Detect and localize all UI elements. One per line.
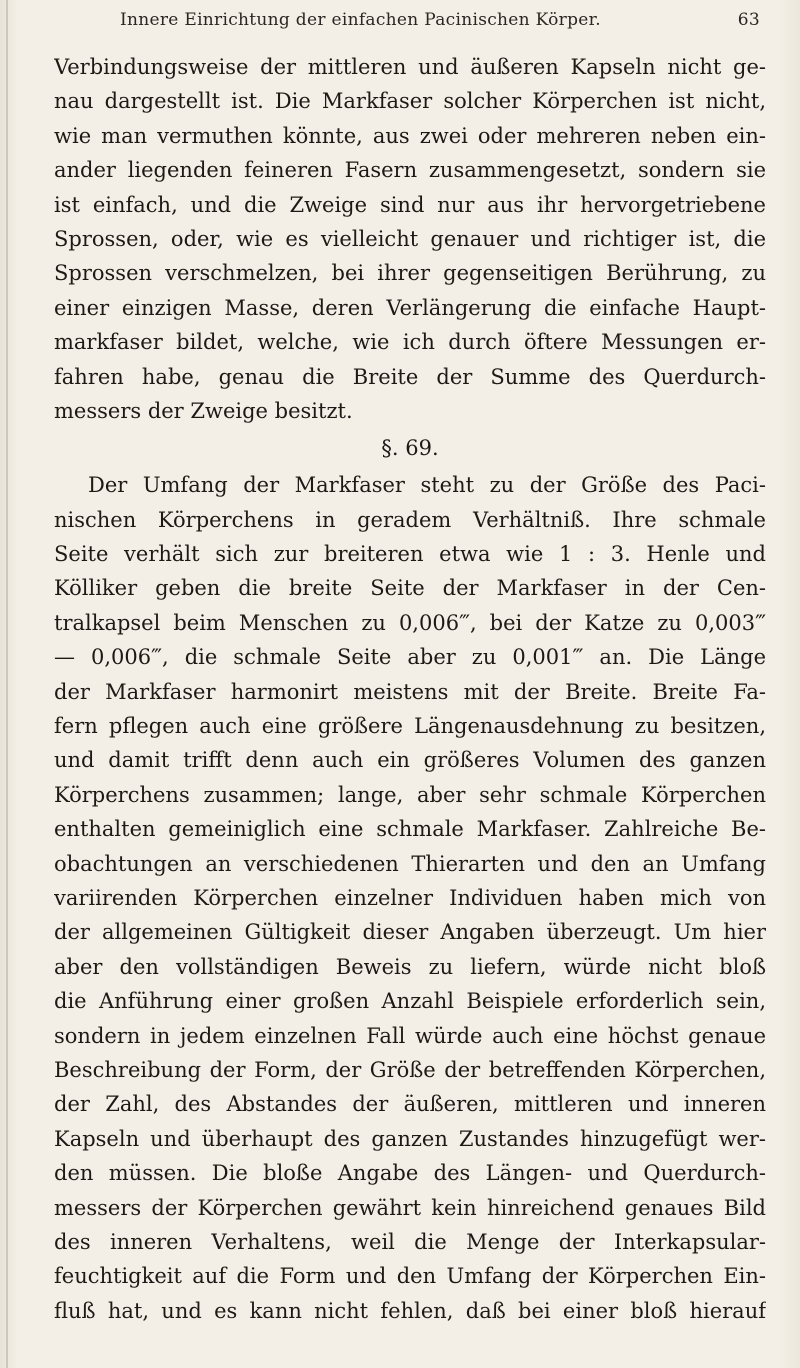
paragraph-2 — [54, 468, 766, 1328]
text-line: Sprossen verschmelzen, bei ihrer gegenseitigen Berührung, zu — [54, 261, 766, 286]
text-line: der Zahl, des Abstandes der äußeren, mittleren und inneren — [54, 1092, 766, 1117]
body-text — [54, 50, 766, 1328]
text-line: des inneren Verhaltens, weil die Menge der Interkapsular- — [54, 1229, 766, 1254]
paragraph-1 — [54, 50, 766, 428]
text-line: sondern in jedem einzelnen Fall würde auch eine höchst genaue — [54, 1023, 766, 1048]
text-line: — 0,006‴, die schmale Seite aber zu 0,001‴ an. Die Länge — [54, 645, 766, 670]
text-line: die Anführung einer großen Anzahl Beispiele erforderlich sein, — [54, 989, 766, 1014]
text-line: Seite verhält sich zur breiteren etwa wie 1 : 3. Henle und — [54, 542, 766, 567]
text-line: enthalten gemeiniglich eine schmale Markfaser. Zahlreiche Be- — [54, 817, 766, 842]
section-heading: §. 69. — [381, 436, 439, 461]
text-line: Beschreibung der Form, der Größe der betreffenden Körperchen, — [54, 1057, 766, 1082]
text-line: obachtungen an verschiedenen Thierarten und den an Umfang — [54, 851, 766, 876]
text-line: wie man vermuthen könnte, aus zwei oder mehreren neben ein- — [54, 123, 766, 148]
page-gutter-edge — [6, 0, 8, 1368]
text-line: Kölliker geben die breite Seite der Markfaser in der Cen- — [54, 576, 766, 601]
text-line: fern pflegen auch eine größere Längenausdehnung zu besitzen, — [54, 714, 766, 739]
running-header-title: Innere Einrichtung der einfachen Pacinischen Körper. — [120, 10, 601, 30]
text-line: messers der Körperchen gewährt kein hinreichend genaues Bild — [54, 1195, 766, 1220]
text-line: messers der Zweige besitzt. — [54, 398, 353, 423]
text-line: den müssen. Die bloße Angabe des Längen- und Querdurch- — [54, 1161, 766, 1186]
text-line: Der Umfang der Markfaser steht zu der Größe des Paci- — [88, 473, 766, 498]
text-line: ander liegenden feineren Fasern zusammengesetzt, sondern sie — [54, 158, 766, 183]
text-line: nau dargestellt ist. Die Markfaser solcher Körperchen ist nicht, — [54, 89, 766, 114]
page-number: 63 — [737, 10, 760, 30]
text-line: der Markfaser harmonirt meistens mit der Breite. Breite Fa- — [54, 679, 766, 704]
text-line: fahren habe, genau die Breite der Summe des Querdurch- — [54, 364, 766, 389]
running-header — [120, 10, 760, 36]
text-line: nischen Körperchens in geradem Verhältniß. Ihre schmale — [54, 507, 766, 532]
text-line: Kapseln und überhaupt des ganzen Zustandes hinzugefügt wer- — [54, 1126, 766, 1151]
text-line: feuchtigkeit auf die Form und den Umfang der Körperchen Ein- — [54, 1264, 766, 1289]
text-line: einer einzigen Masse, deren Verlängerung die einfache Haupt- — [54, 295, 766, 320]
text-line: aber den vollständigen Beweis zu liefern, würde nicht bloß — [54, 954, 766, 979]
text-line: Verbindungsweise der mittleren und äußeren Kapseln nicht ge- — [54, 55, 766, 79]
text-line: markfaser bildet, welche, wie ich durch öftere Messungen er- — [54, 330, 766, 355]
text-line: variirenden Körperchen einzelner Individuen haben mich von — [54, 885, 766, 910]
text-line: der allgemeinen Gültigkeit dieser Angaben überzeugt. Um hier — [54, 920, 766, 945]
text-line: Sprossen, oder, wie es vielleicht genauer und richtiger ist, die — [54, 226, 766, 251]
text-line: ist einfach, und die Zweige sind nur aus ihr hervorgetriebene — [54, 192, 766, 217]
text-line: tralkapsel beim Menschen zu 0,006‴, bei der Katze zu 0,003‴ — [54, 610, 766, 635]
text-line: Körperchens zusammen; lange, aber sehr schmale Körperchen — [54, 782, 766, 807]
text-line: und damit trifft denn auch ein größeres Volumen des ganzen — [54, 748, 766, 773]
text-line: fluß hat, und es kann nicht fehlen, daß bei einer bloß hierauf — [54, 1298, 766, 1323]
